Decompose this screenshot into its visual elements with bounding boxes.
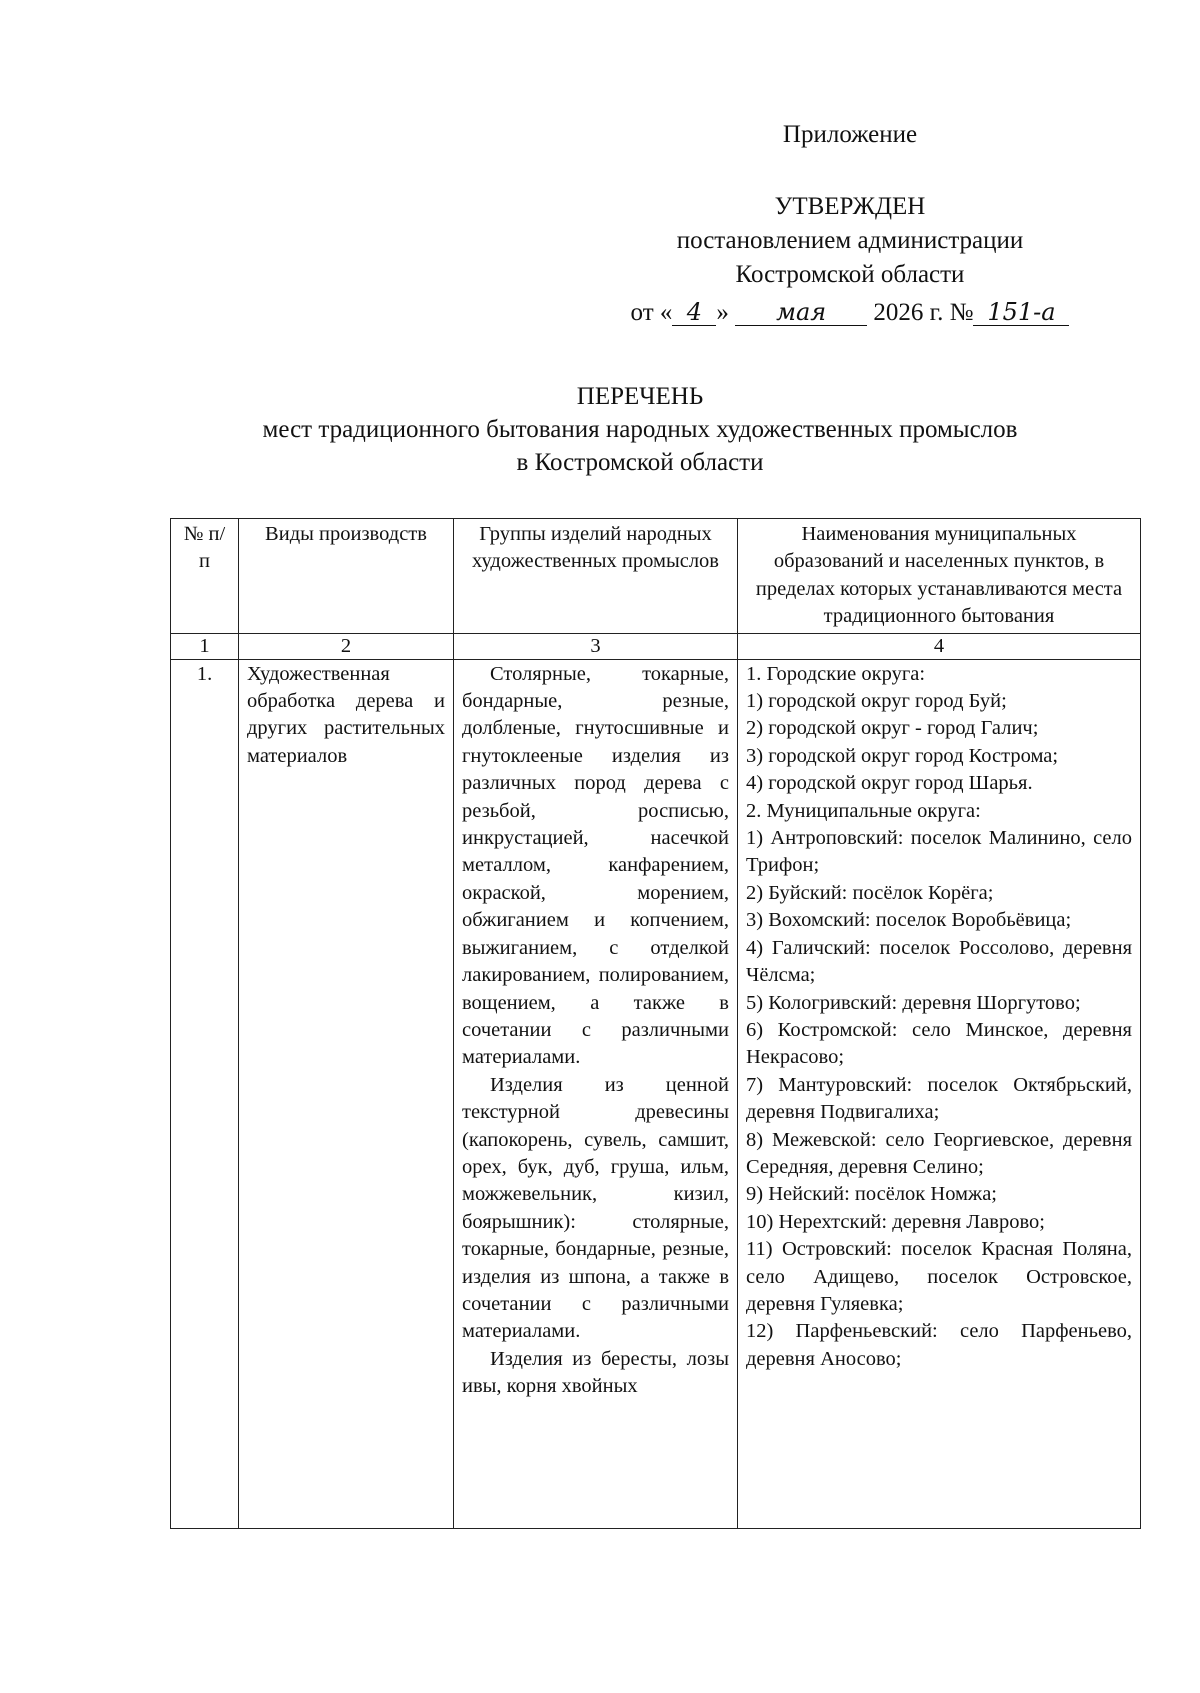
column-number: 2 [239,633,454,659]
places-item: 4) Галичский: поселок Россолово, деревня Чёлсма; [746,936,1132,987]
approved-label: УТВЕРЖДЕН [774,193,926,220]
groups-paragraph: Изделия из бересты, лозы ивы, корня хвойных [462,1347,729,1398]
places-item: 4) городской округ город Шарья. [746,772,1033,795]
places-item: 11) Островский: поселок Красная Поляна, село Адищево, поселок Островское, деревня Гуляевка; [746,1238,1132,1315]
places-item: 2) Буйский: посёлок Корёга; [746,881,994,904]
column-number: 3 [454,633,738,659]
document-subtitle-line2: в Костромской области [516,449,764,476]
places-item: 3) городской округ город Кострома; [746,744,1059,767]
document-title-block [100,380,1180,479]
header-cell-places: Наименования муниципальных образований и населенных пунктов, в пределах которых устанавливаются места традиционного бытования [738,519,1141,634]
header-cell-number: № п/п [171,519,239,634]
places-item: 2) городской округ - город Галич; [746,717,1039,740]
row-groups [454,659,738,1528]
header-cell-groups: Группы изделий народных художественных промыслов [454,519,738,634]
row-places [738,659,1141,1528]
row-number: 1. [171,659,239,1528]
places-item: 2. Муниципальные округа: [746,799,981,822]
date-prefix: от « [630,299,673,326]
column-number: 1 [171,633,239,659]
date-year: 2026 г. № [873,299,974,326]
groups-paragraph: Изделия из ценной текстурной древесины (капокорень, сувель, самшит, орех, бук, дуб, груша, ильм, можжевельник, кизил, боярышник): столярные, токарные, бондарные, резные, изделия из шпона, а также в сочетании с различными материалами. [462,1073,729,1343]
row-production: Художественная обработка дерева и других растительных материалов [239,659,454,1528]
places-item: 9) Нейский: посёлок Номжа; [746,1183,997,1206]
places-item: 7) Мантуровский: поселок Октябрьский, деревня Подвигалиха; [746,1073,1132,1124]
date-month: мая [735,299,867,326]
groups-paragraph: Столярные, токарные, бондарные, резные, долбленые, гнутосшивные и гнутоклееные изделия из различных пород дерева с резьбой, росписью, инкрустацией, насечкой металлом, канфарением, окраской, морением, обжиганием и копчением, выжиганием, с отделкой лакированием, полированием, вощением, а также в сочетании с различными материалами. [462,662,729,1069]
places-item: 6) Костромской: село Минское, деревня Некрасово; [746,1018,1132,1069]
places-item: 8) Межевской: село Георгиевское, деревня Середняя, деревня Селино; [746,1128,1132,1178]
places-item: 3) Вохомский: поселок Воробьёвица; [746,909,1072,932]
approved-by-line2: Костромской области [735,261,965,288]
appendix-label: Приложение [782,121,918,148]
places-item: 1) городской округ город Буй; [746,690,1007,713]
document-title: ПЕРЕЧЕНЬ [576,383,704,410]
places-item: 5) Кологривский: деревня Шоргутово; [746,991,1081,1014]
date-line [560,296,1140,329]
places-item: 12) Парфеньевский: село Парфеньево, деревня Аносово; [746,1320,1132,1370]
date-day: 4 [672,299,716,326]
document-subtitle-line1: мест традиционного бытования народных художественных промыслов [262,416,1018,443]
column-number: 4 [738,633,1141,659]
approved-by-line1: постановлением администрации [676,227,1024,254]
places-item: 10) Нерехтский: деревня Лаврово; [746,1210,1045,1233]
table-column-numbers-row [171,633,1141,659]
header-cell-production: Виды производств [239,519,454,634]
date-mid: » [716,299,729,326]
places-item: 1. Городские округа: [746,662,926,685]
table-row [171,659,1141,1528]
places-table [170,518,1141,1529]
places-item: 1) Антроповский: поселок Малинино, село Трифон; [746,827,1132,877]
table-header-row [171,519,1141,634]
decree-number: 151-а [973,299,1069,326]
